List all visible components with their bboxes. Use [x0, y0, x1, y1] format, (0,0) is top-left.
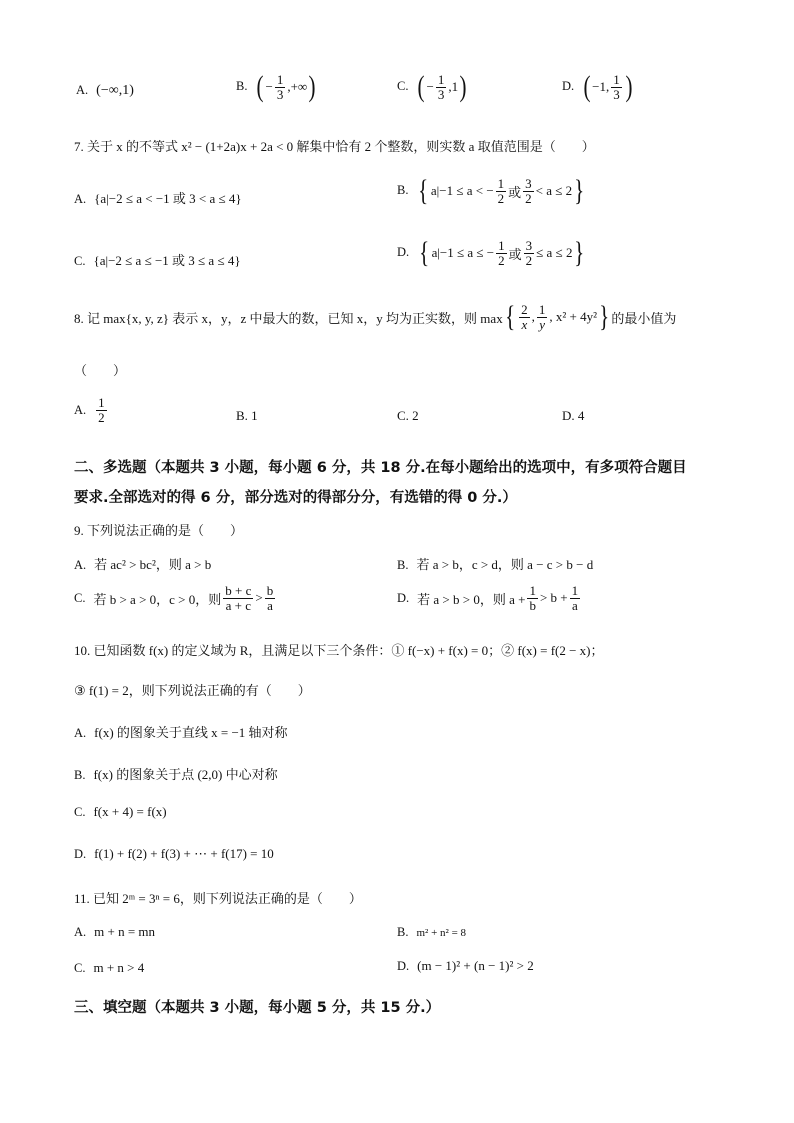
q10-option-c: C. f(x + 4) = f(x) [74, 804, 167, 819]
q6-option-c: C. ( − $\frac{1}{3}$ ,1) [397, 70, 467, 103]
q9-option-b: B. 若 a > b，c > d，则 a − c > b − d [397, 557, 594, 572]
section3-heading: 三、填空题（本题共 3 小题，每小题 5 分，共 15 分.） [74, 1000, 441, 1016]
q9-option-c: C. 若 b > a > 0，c > 0，则 $\frac{b + c}{a + c}$ > $\frac{b}{a}$ [74, 583, 274, 613]
q7-option-c: C. {a|−2 ≤ a ≤ −1 或 3 ≤ a ≤ 4} [74, 253, 241, 268]
q8-option-c: C. 2 [397, 408, 419, 423]
q9-stem: 9. 下列说法正确的是（ ） [74, 523, 244, 538]
q7-option-b: B. { a|−1 ≤ a < − $\frac{1}{2}$ 或 $\frac{3}{2}$ < a ≤ 2} [397, 174, 585, 207]
q9-option-d: D. 若 a > b > 0，则 a + $\frac{1}{b}$ > b + $\frac{1}{a}$ [397, 583, 579, 613]
q10-stem-line2: ③ f(1) = 2，则下列说法正确的有（ ） [74, 683, 311, 698]
q10-option-d: D. f(1) + f(2) + f(3) + ⋯ + f(17) = 10 [74, 846, 274, 861]
q7-stem: 7. 关于 x 的不等式 x² − (1+2a)x + 2a < 0 解集中恰有 2 个整数，则实数 a 取值范围是（ ） [74, 139, 595, 154]
section2-heading-line2: 要求.全部选对的得 6 分，部分选对的得部分分，有选错的得 0 分.） [74, 490, 517, 506]
q11-option-a: A. m + n = mn [74, 924, 156, 939]
q7-option-d: D. { a|−1 ≤ a ≤ − $\frac{1}{2}$ 或 $\frac{3}{2}$ ≤ a ≤ 2} [397, 236, 585, 269]
q8-paren: （ ） [74, 363, 127, 378]
q8-stem: 8. 记 max{x, y, z} 表示 x，y，z 中最大的数，已知 x，y 均为正实数，则 max{ $\frac{2}{x}$ , $\frac{1}{y}$ , x² + 4y²} 的最小值为 [74, 300, 677, 333]
q11-option-d: D. (m − 1)² + (n − 1)² > 2 [397, 958, 534, 973]
q8-option-d: D. 4 [562, 408, 585, 423]
q6-option-d: D. ( −1, $\frac{1}{3}$ ) [562, 70, 633, 103]
q6-option-a-text: (−∞,1) [96, 83, 134, 99]
q6-option-b: B. ( − $\frac{1}{3}$ ,+∞) [236, 70, 316, 103]
q10-option-b: B. f(x) 的图象关于点 (2,0) 中心对称 [74, 767, 278, 782]
q8-option-a: A. $\frac{1}{2}$ [74, 395, 105, 425]
q11-stem: 11. 已知 2ᵐ = 3ⁿ = 6，则下列说法正确的是（ ） [74, 891, 362, 906]
q11-option-b: B. m² + n² = 8 [397, 925, 467, 939]
q11-option-c: C. m + n > 4 [74, 960, 145, 975]
q7-option-a: A. {a|−2 ≤ a < −1 或 3 < a ≤ 4} [74, 191, 242, 206]
q9-option-a: A. 若 ac² > bc²，则 a > b [74, 557, 212, 572]
q10-stem-line1: 10. 已知函数 f(x) 的定义域为 R，且满足以下三个条件：① f(−x) + f(x) = 0；② f(x) = f(2 − x)； [74, 643, 604, 658]
section2-heading-line1: 二、多选题（本题共 3 小题，每小题 6 分，共 18 分.在每小题给出的选项中，有多项符合题目 [74, 460, 687, 476]
q10-option-a: A. f(x) 的图象关于直线 x = −1 轴对称 [74, 725, 288, 740]
q7-option-c-text: {a|−2 ≤ a ≤ −1 或 3 ≤ a ≤ 4} [93, 253, 241, 268]
q6-option-a: A. (−∞,1) [76, 83, 134, 99]
q8-option-b: B. 1 [236, 408, 258, 423]
q7-option-a-text: {a|−2 ≤ a < −1 或 3 < a ≤ 4} [94, 191, 242, 206]
